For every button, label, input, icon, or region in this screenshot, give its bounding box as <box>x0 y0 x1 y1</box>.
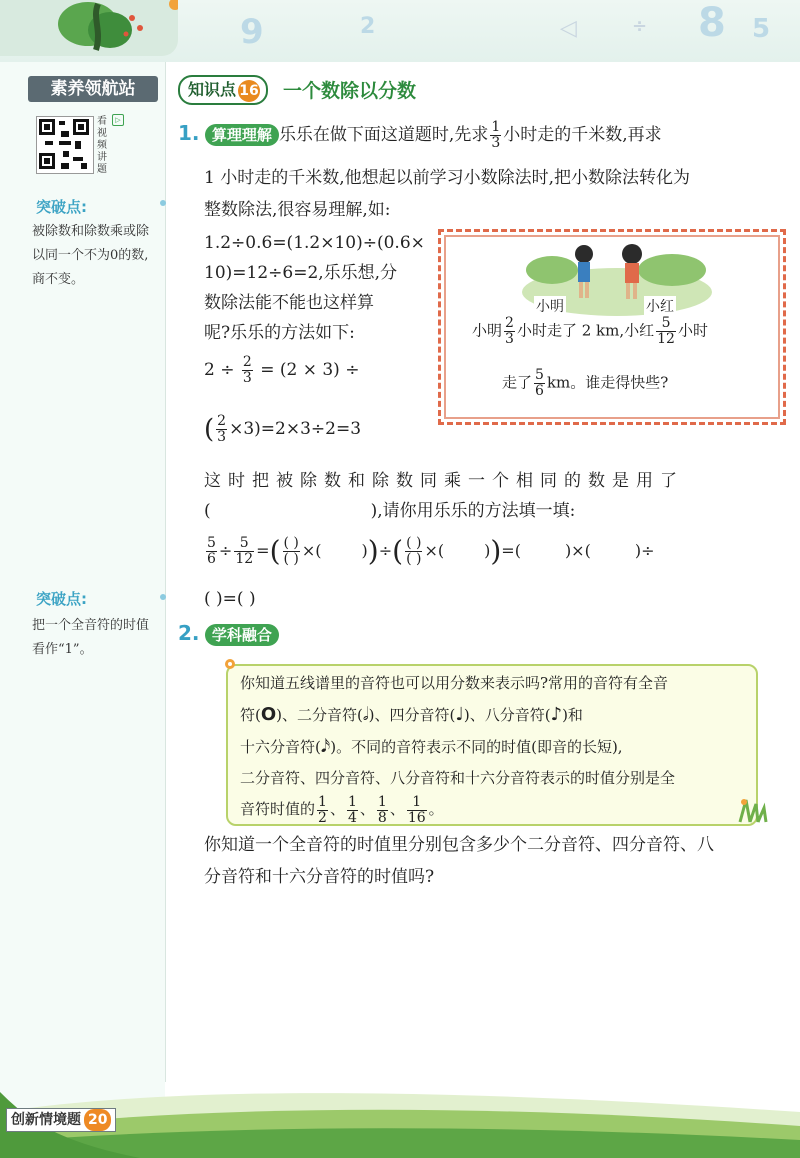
q1-paragraph: 这时把被除数和除数同乘一个相同的数是用了 <box>204 471 684 491</box>
q2-heading <box>178 618 279 650</box>
sixteenth-note-icon: 𝅘𝅥𝅯 <box>320 736 331 757</box>
question-number: 2. <box>178 621 200 645</box>
eighth-note-icon: ♪ <box>550 704 563 725</box>
music-info-text: 你知道五线谱里的音符也可以用分数来表示吗?常用的音符有全音 符(O)、二分音符(𝅗𝅥)、四分音符(♩)、八分音符(♪)和 十六分音符(𝅘𝅥𝅯)。不同的音符表示不同的时值(即音的长短), 二分音符、四分音符、八分音符和十六分音符表示的时值分别是全 音符时值的 $\frac{1}{2}$ 、 $\frac{1}{4}$ 、 $\frac{1}{8}$ 、 $\frac{1}{16}$ 。 <box>240 674 676 826</box>
footer-label: 创新情境题 <box>11 1112 81 1128</box>
kp-label: 知识点 <box>188 80 237 99</box>
q2-tag: 学科融合 <box>205 624 279 646</box>
section-badge: 素养领航站 <box>28 76 158 102</box>
deco-digit: 5 <box>752 14 771 44</box>
blank-fraction[interactable]: $\frac{( )}{( )}$ <box>283 535 299 567</box>
calc-line1: 2 ÷ $\frac{2}{3}$ = (2 × 3) ÷ <box>204 354 360 386</box>
fill-equation-line2: ( )=( ) <box>204 589 256 609</box>
bottom-wave-decoration <box>0 1082 800 1158</box>
q1-line3: 整数除法,很容易理解,如: <box>204 200 391 220</box>
deco-digit: 8 <box>698 0 726 46</box>
leaf-decoration <box>0 0 178 56</box>
knowledge-point-badge <box>178 75 268 105</box>
q1-line2: 1 小时走的千米数,他想起以前学习小数除法时,把小数除法转化为 <box>204 168 691 188</box>
kp-number: 16 <box>238 80 260 102</box>
quarter-note-icon: ♩ <box>455 704 464 725</box>
fraction: $\frac{1}{16}$ <box>407 793 426 826</box>
calc-line2: ( $\frac{2}{3}$ ×3)=2×3÷2=3 <box>204 413 362 445</box>
qr-label: 看 视 频 讲 题 <box>97 116 107 175</box>
fraction: $\frac{5}{6}$ <box>207 535 216 567</box>
question-number: 1. <box>178 121 200 145</box>
fraction: $\frac{1}{3}$ <box>491 119 501 151</box>
name-label: 小红 <box>644 296 676 316</box>
q2-question-line1: 你知道一个全音符的时值里分别包含多少个二分音符、四分音符、八 <box>204 835 714 855</box>
qr-code[interactable] <box>36 116 94 174</box>
fraction: $\frac{2}{3}$ <box>505 315 514 347</box>
blank-fraction[interactable]: $\frac{( )}{( )}$ <box>406 535 422 567</box>
breakthrough-text: 被除数和除数乘或除以同一个不为0的数,商不变。 <box>32 224 150 287</box>
fraction: $\frac{5}{12}$ <box>657 315 675 347</box>
dot-marker <box>160 200 166 206</box>
divide-icon: ÷ <box>632 16 648 37</box>
q1-tag: 算理理解 <box>205 124 279 146</box>
top-banner <box>0 0 800 62</box>
name-label: 小明 <box>534 296 566 316</box>
fraction: $\frac{1}{8}$ <box>377 793 387 826</box>
story-line1: 小明 $\frac{2}{3}$ 小时走了 2 km,小红 $\frac{5}{12}$ 小时 <box>472 315 708 347</box>
fraction: $\frac{1}{2}$ <box>318 793 327 826</box>
page-title: 一个数除以分数 <box>283 80 417 102</box>
fraction: $\frac{2}{3}$ <box>217 413 227 445</box>
half-note-icon: 𝅗𝅥 <box>362 704 369 725</box>
q2-question-line2: 分音符和十六分音符的时值吗? <box>204 867 435 887</box>
play-icon[interactable]: ▷ <box>112 114 124 126</box>
deco-digit: 2 <box>360 14 376 39</box>
fraction: $\frac{5}{6}$ <box>535 367 544 399</box>
fill-equation-line1: $\frac{5}{6}$ ÷ $\frac{5}{12}$ =( $\frac{( )}{( )}$ ×( ))÷( $\frac{( )}{( )}$ ×( ))=( )×( )÷ <box>207 534 655 568</box>
fraction: $\frac{1}{4}$ <box>347 793 357 826</box>
plant-illustration <box>0 0 178 56</box>
q1-line1: 1. 算理理解 乐乐在做下面这道题时,先求 $\frac{1}{3}$ 小时走的千米数,再求 <box>178 119 662 151</box>
breakthrough-heading: 突破点: <box>36 198 87 216</box>
footer-badge <box>6 1108 116 1132</box>
page-number: 20 <box>84 1109 111 1131</box>
triangle-icon: ◁ <box>560 16 577 41</box>
dot-marker <box>160 594 166 600</box>
fraction: $\frac{5}{12}$ <box>235 535 254 567</box>
story-line2: 走了 $\frac{5}{6}$ km。谁走得快些? <box>502 367 669 399</box>
column-divider <box>165 62 166 1082</box>
q1-fill-instruction: ( ),请你用乐乐的方法填一填: <box>204 501 576 521</box>
q1-example: 1.2÷0.6=(1.2×10)÷(0.6× 10)=12÷6=2,乐乐想,分 数除法能不能也这样算 呢?乐乐的方法如下: <box>204 233 425 343</box>
breakthrough-text: 把一个全音符的时值看作“1”。 <box>32 618 150 657</box>
breakthrough-heading: 突破点: <box>36 590 87 608</box>
whole-note-icon: O <box>260 704 277 725</box>
deco-digit: 9 <box>240 12 264 52</box>
fraction: $\frac{2}{3}$ <box>242 354 252 386</box>
